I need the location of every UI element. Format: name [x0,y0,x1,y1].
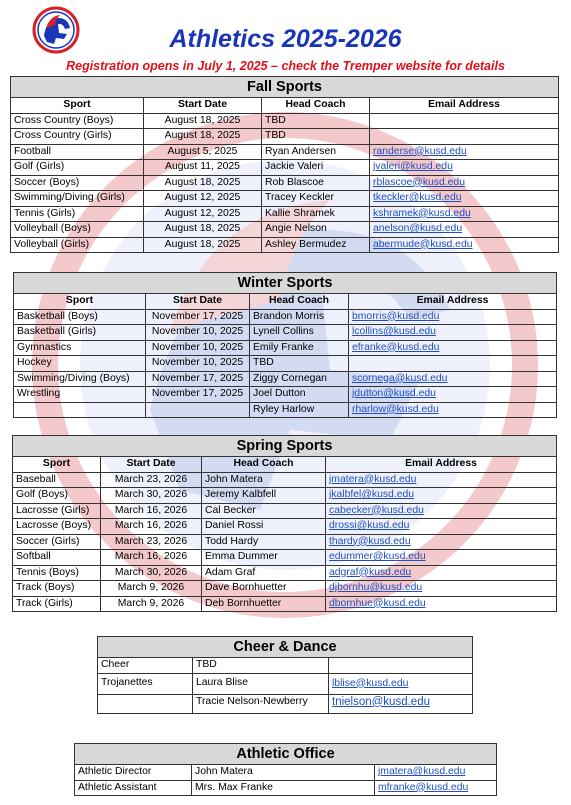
coach-cell: Deb Bornhuetter [202,596,326,612]
coach-cell: Ryan Andersen [262,144,370,160]
email-cell [326,596,557,612]
sport-cell [14,402,146,418]
email-link[interactable]: rharlow@kusd.edu [352,403,439,415]
start-date-cell: November 17, 2025 [146,371,250,387]
coach-cell: Adam Graf [202,565,326,581]
table-row [14,371,557,387]
table-row [11,222,559,238]
start-date-cell: March 23, 2026 [101,472,202,488]
table-row [11,175,559,191]
table-row [75,765,497,781]
email-link[interactable]: kshramek@kusd.edu [373,207,471,219]
sport-cell: Soccer (Boys) [11,175,144,191]
email-link[interactable]: tkeckler@kusd.edu [373,192,462,203]
email-link[interactable]: rblascoe@kusd.edu [373,176,465,188]
table-row [11,160,559,176]
email-link[interactable]: edummer@kusd.edu [329,551,426,562]
column-header: Email Address [349,294,557,310]
registration-notice: Registration opens in July 1, 2025 – check the Tremper website for details [66,59,505,73]
coach-cell: Dave Bornhuetter [202,581,326,597]
table-row [13,488,557,504]
sport-cell: Volleyball (Boys) [11,222,144,238]
email-link[interactable]: adgraf@kusd.edu [329,566,412,578]
email-link[interactable]: dbornhue@kusd.edu [329,597,426,609]
email-cell [349,309,557,325]
program-cell: Trojanettes [98,673,193,694]
column-header: Sport [14,294,146,310]
coach-cell: Todd Hardy [202,534,326,550]
email-link[interactable]: jmatera@kusd.edu [378,766,466,777]
start-date-cell: March 23, 2026 [101,534,202,550]
table-row [11,144,559,160]
email-cell [326,581,557,597]
email-link[interactable]: jvaleri@kusd.edu [373,161,453,172]
name-cell: Mrs. Max Franke [192,780,375,796]
sport-cell: Track (Boys) [13,581,101,597]
table-row [11,129,559,145]
email-link[interactable]: thardy@kusd.edu [329,535,411,547]
start-date-cell: August 11, 2025 [144,160,262,176]
start-date-cell: August 5, 2025 [144,144,262,160]
column-header: Start Date [146,294,250,310]
start-date-cell: March 30, 2026 [101,565,202,581]
column-header: Head Coach [202,457,326,473]
sport-cell: Wrestling [14,387,146,403]
email-cell [370,237,559,253]
email-cell [370,144,559,160]
table-row [13,503,557,519]
athletic-office-heading: Athletic Office [75,744,497,765]
sport-cell: Hockey [14,356,146,372]
fall-sports-table [10,76,559,253]
email-link[interactable]: tnielson@kusd.edu [332,695,430,708]
email-link[interactable]: abermude@kusd.edu [373,238,473,250]
table-row [14,356,557,372]
sport-cell: Track (Girls) [13,596,101,612]
fall-sports-heading: Fall Sports [11,77,559,98]
coach-cell: Tracey Keckler [262,191,370,207]
table-row [13,534,557,550]
table-row [98,658,473,674]
email-cell [370,222,559,238]
email-link[interactable]: lblise@kusd.edu [332,677,409,689]
email-cell [370,191,559,207]
coach-cell: Cal Becker [202,503,326,519]
table-row [14,402,557,418]
email-cell [375,765,497,781]
email-cell [326,472,557,488]
email-cell [326,565,557,581]
table-row [14,325,557,341]
email-cell [326,503,557,519]
email-cell [349,402,557,418]
coach-cell: Ashley Bermudez [262,237,370,253]
name-cell: John Matera [192,765,375,781]
sport-cell: Swimming/Diving (Boys) [14,371,146,387]
email-link[interactable]: mfranke@kusd.edu [378,781,469,793]
sport-cell: Gymnastics [14,340,146,356]
email-link[interactable]: jmatera@kusd.edu [329,473,417,485]
program-cell [98,694,193,713]
column-header: Sport [13,457,101,473]
start-date-cell: August 18, 2025 [144,175,262,191]
sport-cell: Basketball (Boys) [14,309,146,325]
coach-cell: Ziggy Cornegan [250,371,349,387]
role-cell: Athletic Assistant [75,780,192,796]
email-cell [349,387,557,403]
table-row [13,550,557,566]
email-cell [370,206,559,222]
table-row [98,694,473,713]
email-cell [326,534,557,550]
table-row [11,191,559,207]
table-row [13,565,557,581]
cheer-dance-table [97,636,473,714]
table-row [11,237,559,253]
email-cell [375,780,497,796]
email-link[interactable]: efranke@kusd.edu [352,341,440,353]
column-header: Sport [11,98,144,114]
column-header: Start Date [144,98,262,114]
sport-cell: Tennis (Girls) [11,206,144,222]
sport-cell: Basketball (Girls) [14,325,146,341]
email-cell [326,519,557,535]
email-link[interactable]: jdutton@kusd.edu [352,388,436,399]
start-date-cell: November 10, 2025 [146,340,250,356]
role-cell: Athletic Director [75,765,192,781]
coach-cell: Emma Dummer [202,550,326,566]
sport-cell: Baseball [13,472,101,488]
start-date-cell: March 16, 2026 [101,519,202,535]
sport-cell: Golf (Girls) [11,160,144,176]
email-cell [370,175,559,191]
table-row [13,596,557,612]
start-date-cell: August 18, 2025 [144,237,262,253]
winter-sports-table [13,272,557,418]
column-header: Head Coach [262,98,370,114]
sport-cell: Tennis (Boys) [13,565,101,581]
sport-cell: Swimming/Diving (Girls) [11,191,144,207]
sport-cell: Soccer (Girls) [13,534,101,550]
coach-cell: TBD [262,113,370,129]
coach-cell: TBD [262,129,370,145]
column-header: Start Date [101,457,202,473]
table-row [13,472,557,488]
email-link[interactable]: scornega@kusd.edu [352,372,448,384]
start-date-cell: March 16, 2026 [101,550,202,566]
sport-cell: Football [11,144,144,160]
email-link[interactable]: anelson@kusd.edu [373,223,463,234]
email-cell [370,160,559,176]
email-cell [329,658,473,674]
coach-cell: Tracie Nelson-Newberry [193,694,329,713]
email-link[interactable]: drossi@kusd.edu [329,520,410,531]
sport-cell: Lacrosse (Boys) [13,519,101,535]
email-cell [326,488,557,504]
page-title: Athletics 2025-2026 [169,25,402,53]
table-row [11,206,559,222]
coach-cell: Lynell Collins [250,325,349,341]
email-cell [349,356,557,372]
sport-cell: Golf (Boys) [13,488,101,504]
coach-cell: Laura Blise [193,673,329,694]
column-header: Email Address [326,457,557,473]
email-link[interactable]: jkalbfel@kusd.edu [329,489,415,500]
coach-cell: Daniel Rossi [202,519,326,535]
program-cell: Cheer [98,658,193,674]
cheer-dance-heading: Cheer & Dance [98,637,473,658]
start-date-cell: March 9, 2026 [101,596,202,612]
email-link[interactable]: lcollins@kusd.edu [352,326,436,337]
table-row [98,673,473,694]
coach-cell: Rob Blascoe [262,175,370,191]
start-date-cell: March 30, 2026 [101,488,202,504]
sport-cell: Cross Country (Girls) [11,129,144,145]
table-row [75,780,497,796]
table-row [14,340,557,356]
email-link[interactable]: cabecker@kusd.edu [329,504,424,516]
email-link[interactable]: djbornhu@kusd.edu [329,582,423,593]
coach-cell: Joel Dutton [250,387,349,403]
email-cell [349,340,557,356]
email-link[interactable]: randerse@kusd.edu [373,145,467,157]
table-row [11,113,559,129]
start-date-cell: August 18, 2025 [144,222,262,238]
email-cell [370,129,559,145]
table-row [13,581,557,597]
start-date-cell: August 18, 2025 [144,129,262,145]
sport-cell: Lacrosse (Girls) [13,503,101,519]
start-date-cell: November 10, 2025 [146,325,250,341]
email-cell [326,550,557,566]
coach-cell: Ryley Harlow [250,402,349,418]
email-cell [349,371,557,387]
coach-cell: TBD [250,356,349,372]
winter-sports-heading: Winter Sports [14,273,557,294]
coach-cell: Jeremy Kalbfell [202,488,326,504]
start-date-cell: March 9, 2026 [101,581,202,597]
coach-cell: Kallie Shramek [262,206,370,222]
start-date-cell [146,402,250,418]
sport-cell: Volleyball (Girls) [11,237,144,253]
start-date-cell: August 12, 2025 [144,191,262,207]
table-row [14,309,557,325]
email-cell [329,673,473,694]
start-date-cell: November 17, 2025 [146,387,250,403]
start-date-cell: November 10, 2025 [146,356,250,372]
email-link[interactable]: bmorris@kusd.edu [352,310,440,322]
start-date-cell: March 16, 2026 [101,503,202,519]
coach-cell: Brandon Morris [250,309,349,325]
table-row [14,387,557,403]
table-row [13,519,557,535]
coach-cell: Jackie Valeri [262,160,370,176]
coach-cell: Emily Franke [250,340,349,356]
coach-cell: John Matera [202,472,326,488]
sport-cell: Cross Country (Boys) [11,113,144,129]
start-date-cell: August 18, 2025 [144,113,262,129]
column-header: Email Address [370,98,559,114]
column-header: Head Coach [250,294,349,310]
email-cell [329,694,473,713]
start-date-cell: November 17, 2025 [146,309,250,325]
sport-cell: Softball [13,550,101,566]
athletic-office-table [74,743,497,796]
email-cell [370,113,559,129]
spring-sports-table [12,435,557,612]
spring-sports-heading: Spring Sports [13,436,557,457]
coach-cell: Angie Nelson [262,222,370,238]
start-date-cell: August 12, 2025 [144,206,262,222]
coach-cell: TBD [193,658,329,674]
email-cell [349,325,557,341]
